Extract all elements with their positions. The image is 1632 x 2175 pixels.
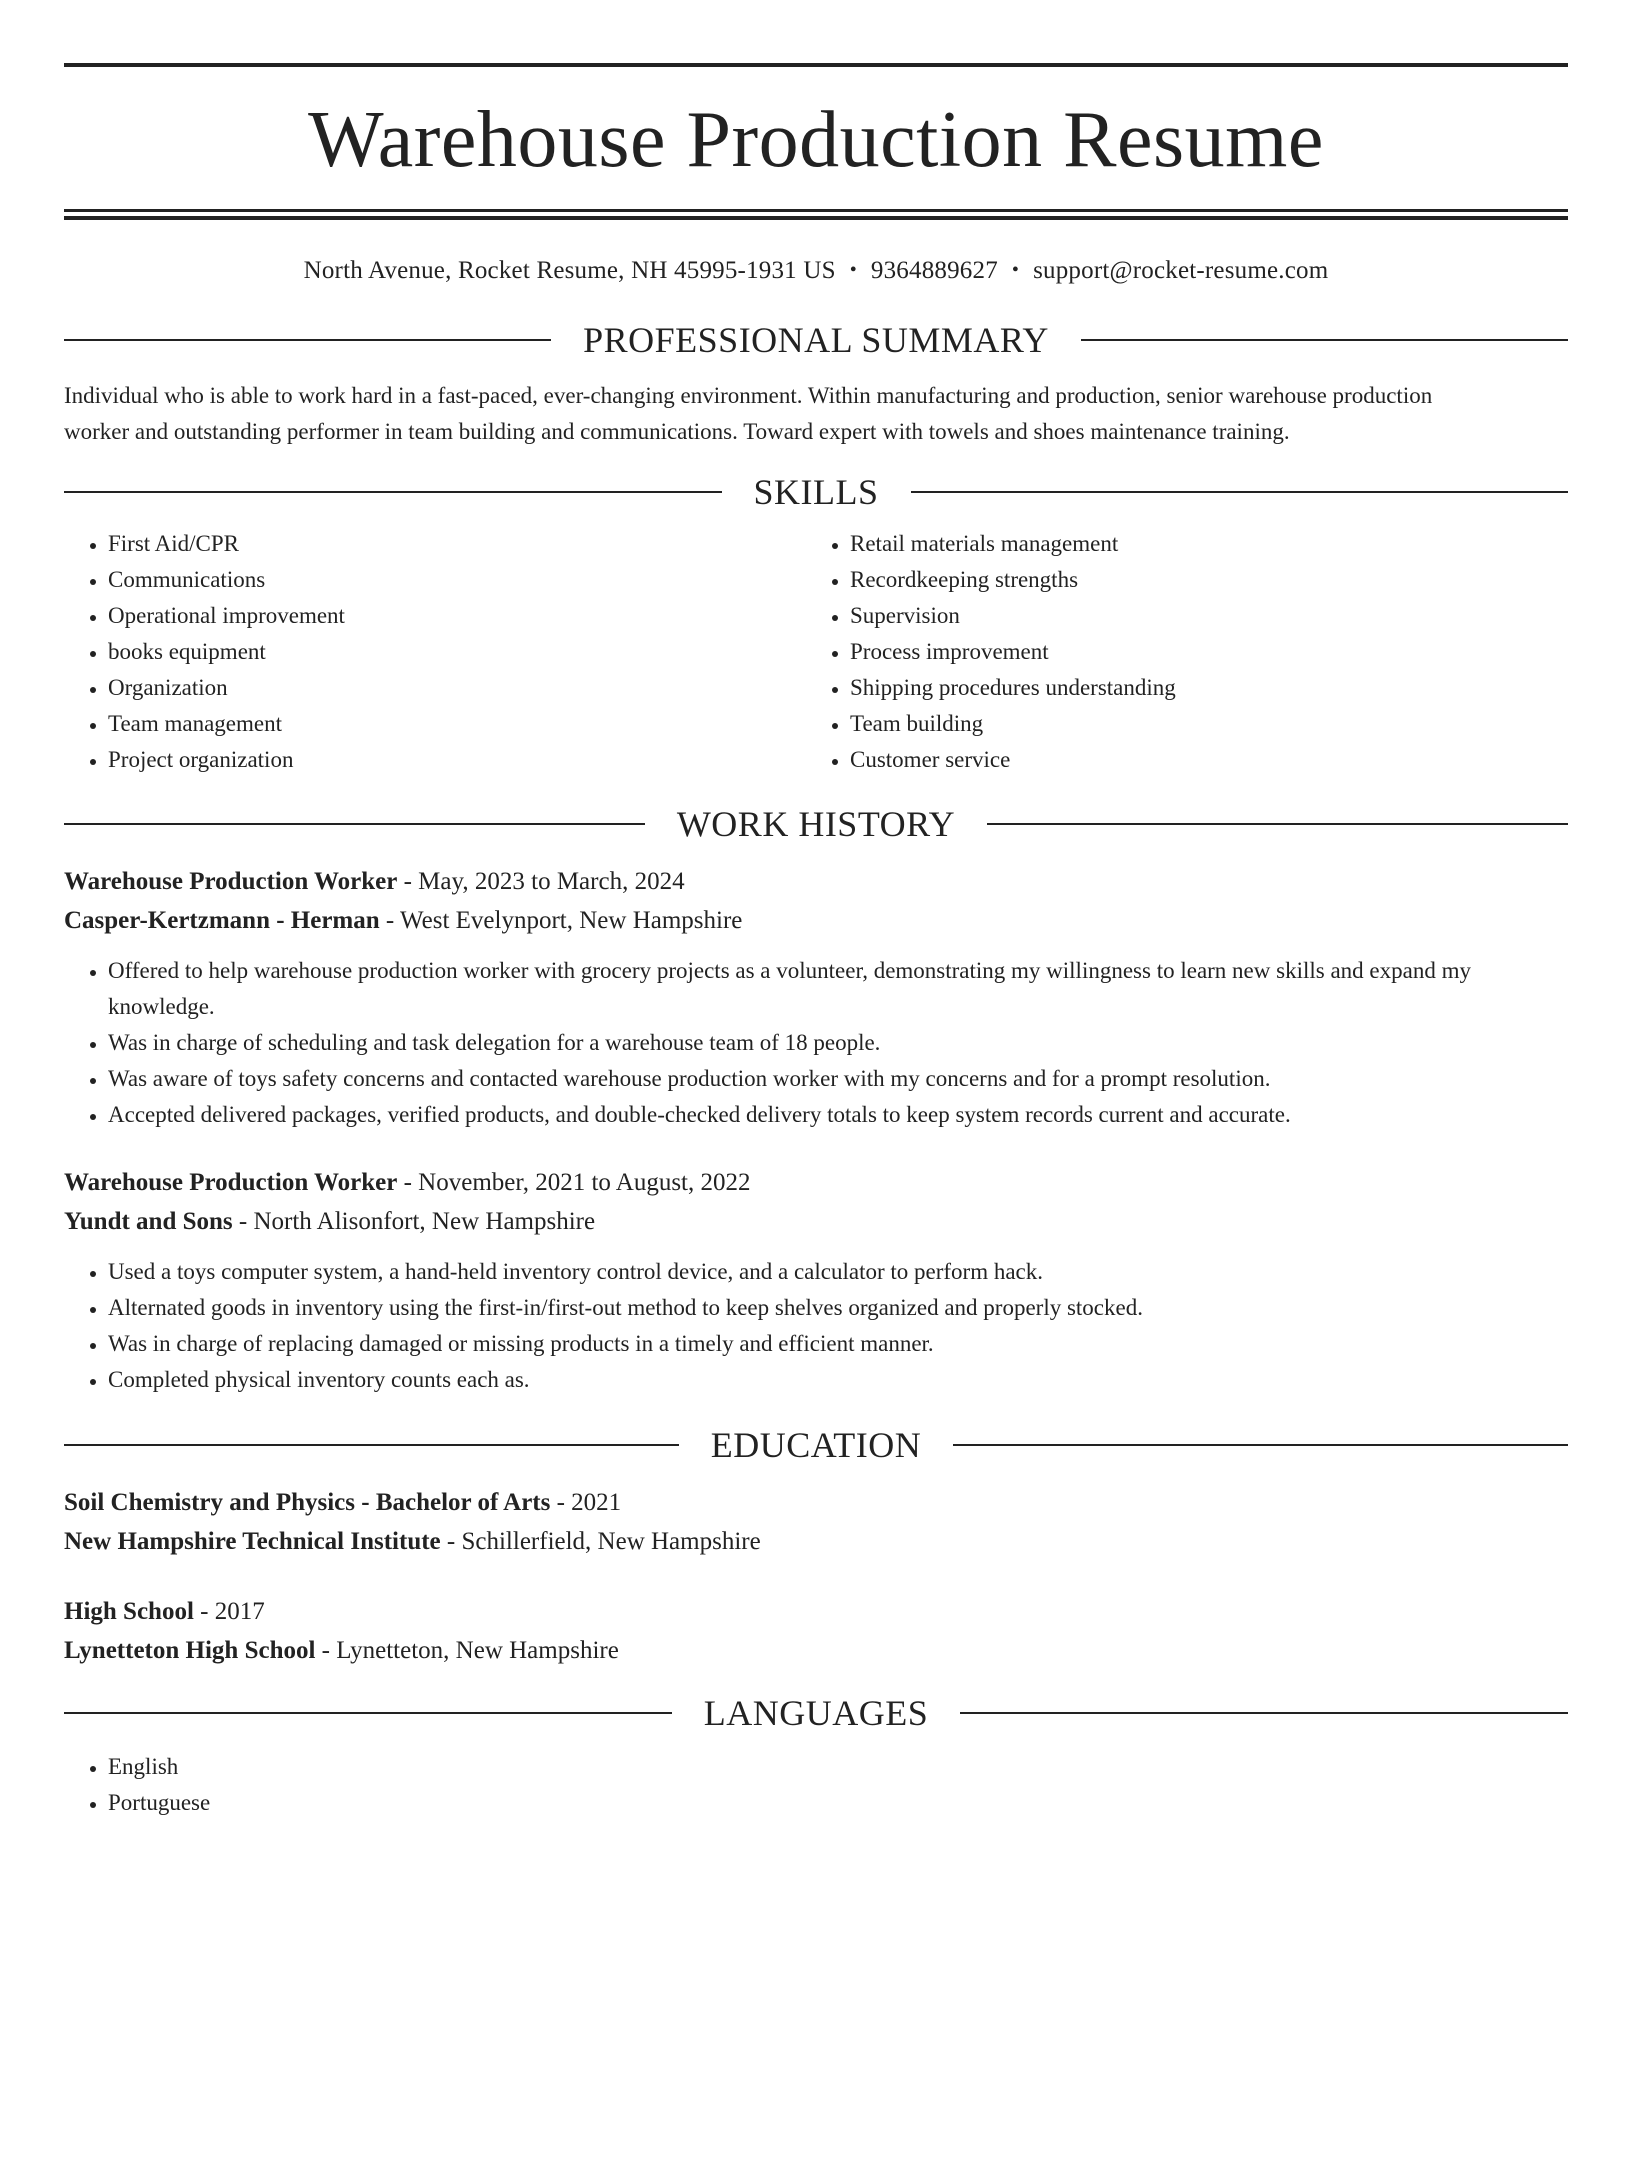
skill-item: • Supervision [850, 598, 1548, 634]
education-school-line [64, 1631, 1568, 1670]
contact-separator: • [1011, 259, 1020, 281]
education-section-heading [64, 1425, 1568, 1465]
education-entry [64, 1483, 1568, 1561]
language-item: • Portuguese [108, 1785, 1568, 1821]
skill-item: • Recordkeeping strengths [850, 562, 1548, 598]
heading-rule-right [987, 823, 1568, 825]
job-duty: • Was aware of toys safety concerns and contacted warehouse production worker with my concerns and for a prompt resolution. [108, 1061, 1568, 1097]
job-title: Warehouse Production Worker [64, 1169, 398, 1196]
job-duty: • Was in charge of scheduling and task delegation for a warehouse team of 18 people. [108, 1025, 1568, 1061]
heading-rule-right [1081, 339, 1568, 341]
summary-text [64, 378, 1568, 450]
education-heading: EDUCATION [710, 1425, 922, 1465]
header-top-rule [64, 63, 1568, 67]
skill-item: • Communications [108, 562, 806, 598]
job-title-line [64, 1163, 1568, 1202]
education-entry [64, 1592, 1568, 1670]
heading-rule-right [960, 1712, 1568, 1714]
languages-section-heading [64, 1693, 1568, 1733]
job-company-line [64, 901, 1568, 940]
skill-item: • Team building [850, 706, 1548, 742]
job-duty: • Used a toys computer system, a hand-held inventory control device, and a calculator to perform hack. [108, 1254, 1568, 1290]
skill-item: • Project organization [108, 742, 806, 778]
skill-item: • Shipping procedures understanding [850, 670, 1548, 706]
job-title-line [64, 862, 1568, 901]
contact-phone: 9364889627 [870, 257, 998, 284]
job-duty: • Alternated goods in inventory using the first-in/first-out method to keep shelves organized and properly stocked. [108, 1290, 1568, 1326]
language-item: • English [108, 1749, 1568, 1785]
summary-section-heading [64, 320, 1568, 360]
education-school: New Hampshire Technical Institute [64, 1528, 441, 1555]
skills-columns [64, 526, 1568, 778]
skill-item: • Operational improvement [108, 598, 806, 634]
job-company: Casper-Kertzmann - Herman [64, 907, 380, 934]
heading-rule-left [64, 491, 722, 493]
skill-item: • Customer service [850, 742, 1548, 778]
job-dates: - November, 2021 to August, 2022 [397, 1169, 751, 1196]
skill-item: • Organization [108, 670, 806, 706]
job-duty: • Was in charge of replacing damaged or missing products in a timely and efficient manner. [108, 1326, 1568, 1362]
job-title: Warehouse Production Worker [64, 868, 398, 895]
education-degree-line [64, 1592, 1568, 1631]
education-school-line [64, 1522, 1568, 1561]
skills-right-column [806, 526, 1548, 778]
job-duty: • Accepted delivered packages, verified products, and double-checked delivery totals to keep system records current and accurate. [108, 1097, 1568, 1133]
job-entry [64, 1163, 1568, 1398]
education-location: - Lynetteton, New Hampshire [315, 1637, 619, 1664]
education-year: - 2021 [550, 1489, 622, 1516]
education-year: - 2017 [193, 1598, 265, 1625]
contact-line [64, 255, 1568, 286]
education-degree: High School [64, 1598, 194, 1625]
skill-item: • First Aid/CPR [108, 526, 806, 562]
job-location: - North Alisonfort, New Hampshire [232, 1208, 596, 1235]
heading-rule-left [64, 823, 645, 825]
contact-address: North Avenue, Rocket Resume, NH 45995-1931 US [303, 257, 836, 284]
skill-item: • Retail materials management [850, 526, 1548, 562]
resume-title: Warehouse Production Resume [308, 96, 1324, 184]
job-company: Yundt and Sons [64, 1208, 233, 1235]
skills-left-column [64, 526, 806, 778]
education-location: - Schillerfield, New Hampshire [440, 1528, 761, 1555]
skills-section-heading [64, 472, 1568, 512]
skills-right-list [806, 526, 1548, 778]
skill-item: • Team management [108, 706, 806, 742]
heading-rule-right [911, 491, 1569, 493]
job-location: - West Evelynport, New Hampshire [379, 907, 743, 934]
work-section-heading [64, 804, 1568, 844]
languages-list [64, 1749, 1568, 1821]
contact-email: support@rocket-resume.com [1033, 257, 1329, 284]
job-dates: - May, 2023 to March, 2024 [397, 868, 685, 895]
header-double-rule [64, 209, 1568, 220]
job-duty: • Completed physical inventory counts each as. [108, 1362, 1568, 1398]
education-school: Lynetteton High School [64, 1637, 316, 1664]
heading-rule-left [64, 1444, 679, 1446]
work-heading: WORK HISTORY [676, 804, 956, 844]
contact-separator: • [849, 259, 857, 281]
job-entry [64, 862, 1568, 1133]
resume-page [0, 63, 1632, 2175]
job-company-line [64, 1202, 1568, 1241]
heading-rule-left [64, 339, 551, 341]
heading-rule-right [953, 1444, 1568, 1446]
summary-line: Individual who is able to work hard in a fast-paced, ever-changing environment. Within manufacturing and production, senior warehouse production [64, 383, 1433, 408]
job-duty: • Offered to help warehouse production worker with grocery projects as a volunteer, demonstrating my willingness to learn new skills and expand my knowledge. [108, 953, 1568, 1025]
job-duties [64, 1254, 1568, 1398]
job-duties [64, 953, 1568, 1133]
skill-item: • Process improvement [850, 634, 1548, 670]
skill-item: • books equipment [108, 634, 806, 670]
education-degree-line [64, 1483, 1568, 1522]
skills-heading: SKILLS [753, 472, 879, 512]
heading-rule-left [64, 1712, 672, 1714]
summary-line: worker and outstanding performer in team building and communications. Toward expert with towels and shoes maintenance training. [64, 419, 1290, 444]
summary-heading: PROFESSIONAL SUMMARY [583, 320, 1049, 360]
skills-left-list [64, 526, 806, 778]
education-degree: Soil Chemistry and Physics - Bachelor of Arts [64, 1489, 551, 1516]
languages-heading: LANGUAGES [703, 1693, 929, 1733]
